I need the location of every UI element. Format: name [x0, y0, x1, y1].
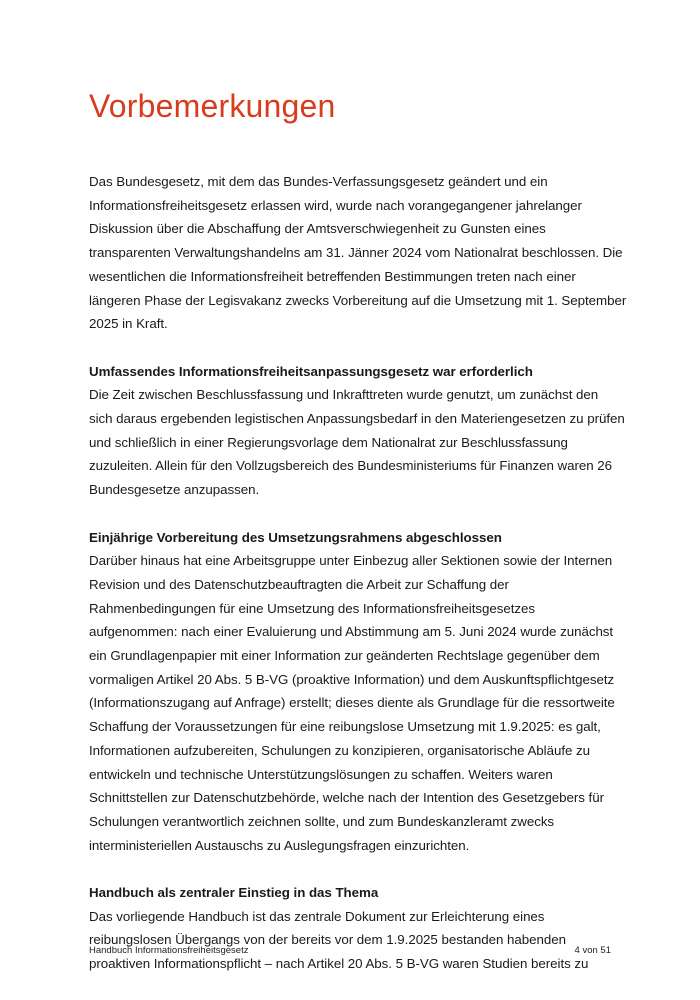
text-line: Schaffung der Voraussetzungen für eine reibungslose Umsetzung mit 1.9.2025: es galt,: [89, 719, 601, 735]
text-line: sich daraus ergebenden legistischen Anpassungsbedarf in den Materiengesetzen zu prüfen: [89, 411, 625, 427]
section-heading: Handbuch als zentraler Einstieg in das Thema: [89, 885, 379, 901]
text-line: aufgenommen: nach einer Evaluierung und Abstimmung am 5. Juni 2024 wurde zunächst: [89, 624, 614, 640]
text-line: Die Zeit zwischen Beschlussfassung und Inkrafttreten wurde genutzt, um zunächst den: [89, 387, 599, 403]
intro-paragraph: [89, 170, 629, 336]
text-line: 2025 in Kraft.: [89, 316, 168, 332]
section-heading: Einjährige Vorbereitung des Umsetzungsrahmens abgeschlossen: [89, 529, 502, 545]
text-line: Darüber hinaus hat eine Arbeitsgruppe unter Einbezug aller Sektionen sowie der Internen: [89, 553, 613, 569]
text-line: Bundesgesetze anzupassen.: [89, 482, 260, 498]
text-line: Rahmenbedingungen für eine Umsetzung des Informationsfreiheitsgesetzes: [89, 600, 536, 616]
text-line: interministeriellen Austauschs zu Auslegungsfragen einzurichten.: [89, 837, 470, 853]
text-line: Schulungen verantwortlich zeichnen sollte, und zum Bundeskanzleramt zwecks: [89, 813, 555, 829]
text-line: Das vorliegende Handbuch ist das zentrale Dokument zur Erleichterung eines: [89, 908, 545, 924]
footer-document-title: Handbuch Informationsfreiheitsgesetz: [89, 945, 249, 956]
footer-page-number: 4 von 51: [574, 945, 611, 956]
section-informationsfreiheitsanpassungsgesetz: [89, 360, 629, 502]
text-line: zuzuleiten. Allein für den Vollzugsbereich des Bundesministeriums für Finanzen waren 26: [89, 458, 613, 474]
text-line: proaktiven Informationspflicht – nach Artikel 20 Abs. 5 B-VG waren Studien bereits zu: [89, 956, 589, 972]
text-line: und schließlich in einer Regierungsvorlage dem Nationalrat zur Beschlussfassung: [89, 434, 568, 450]
text-line: (Informationszugang auf Anfrage) erstellt; dieses diente als Grundlage für die ressortweite: [89, 695, 615, 711]
page-title: Vorbemerkungen: [89, 88, 336, 124]
text-line: wesentlichen die Informationsfreiheit betreffenden Bestimmungen treten nach einer: [89, 268, 576, 284]
text-line: Diskussion über die Abschaffung der Amtsverschwiegenheit zu Gunsten eines: [89, 221, 546, 237]
text-line: Das Bundesgesetz, mit dem das Bundes-Verfassungsgesetz geändert und ein: [89, 174, 548, 189]
text-line: längeren Phase der Legisvakanz zwecks Vorbereitung auf die Umsetzung mit 1. September: [89, 292, 627, 308]
text-line: transparenten Verwaltungshandelns am 31. Jänner 2024 vom Nationalrat beschlossen. Die: [89, 245, 623, 261]
section-umsetzungsrahmen: [89, 526, 629, 858]
document-body: [89, 170, 629, 1000]
text-line: reibungslosen Übergangs von der bereits vor dem 1.9.2025 bestanden habenden: [89, 932, 566, 948]
text-line: entwickeln und technische Unterstützungslösungen zu schaffen. Weiters waren: [89, 766, 553, 782]
text-line: Informationsfreiheitsgesetz erlassen wird, wurde nach vorangegangener jahrelanger: [89, 197, 582, 213]
text-line: Informationen aufzubereiten, Schulungen zu konzipieren, organisatorische Abläufe zu: [89, 742, 591, 758]
text-line: ein Grundlagenpapier mit einer Information zur geänderten Rechtslage gegenüber dem: [89, 648, 600, 664]
text-line: vormaligen Artikel 20 Abs. 5 B-VG (proaktive Information) und dem Auskunftspflichtgesetz: [89, 671, 615, 687]
section-heading: Umfassendes Informationsfreiheitsanpassungsgesetz war erforderlich: [89, 363, 533, 379]
text-line: Revision und des Datenschutzbeauftragten die Arbeit zur Schaffung der: [89, 576, 509, 592]
text-line: Schnittstellen zur Datenschutzbehörde, welche nach der Intention des Gesetzgebers für: [89, 790, 604, 806]
section-handbuch: [89, 881, 629, 976]
